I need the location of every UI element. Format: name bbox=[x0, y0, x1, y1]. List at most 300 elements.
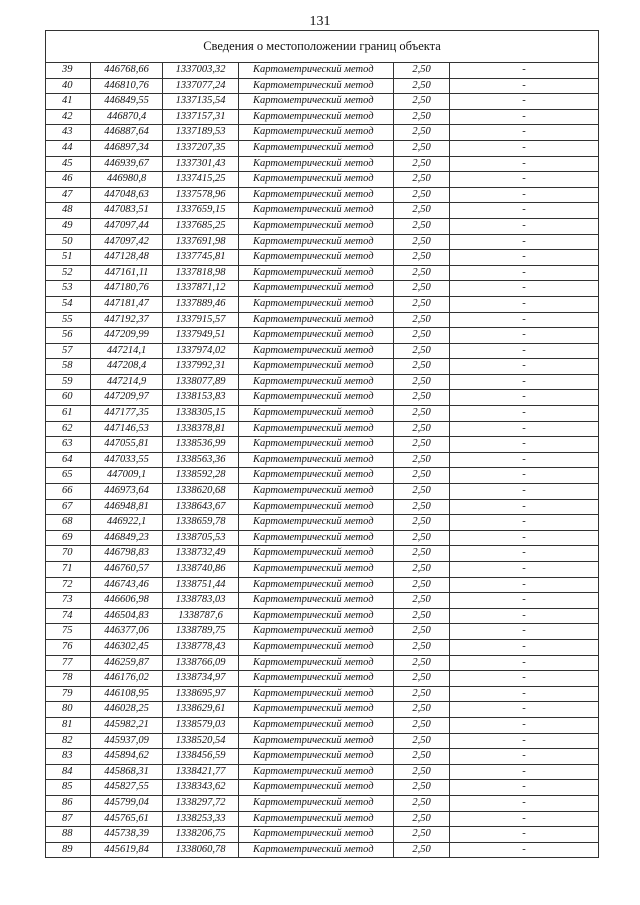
method-cell: Картометрический метод bbox=[239, 203, 394, 219]
method-cell: Картометрический метод bbox=[239, 172, 394, 188]
point-number-cell: 85 bbox=[46, 780, 91, 796]
accuracy-cell: 2,50 bbox=[394, 546, 450, 562]
x-coordinate-cell: 445937,09 bbox=[91, 733, 163, 749]
y-coordinate-cell: 1338787,6 bbox=[163, 608, 239, 624]
table-row bbox=[46, 717, 599, 733]
x-coordinate-cell: 446743,46 bbox=[91, 577, 163, 593]
point-number-cell: 69 bbox=[46, 530, 91, 546]
method-cell: Картометрический метод bbox=[239, 328, 394, 344]
method-cell: Картометрический метод bbox=[239, 140, 394, 156]
method-cell: Картометрический метод bbox=[239, 639, 394, 655]
y-coordinate-cell: 1337135,54 bbox=[163, 94, 239, 110]
point-number-cell: 46 bbox=[46, 172, 91, 188]
description-cell: - bbox=[450, 406, 599, 422]
x-coordinate-cell: 447214,9 bbox=[91, 374, 163, 390]
x-coordinate-cell: 446108,95 bbox=[91, 686, 163, 702]
description-cell: - bbox=[450, 452, 599, 468]
accuracy-cell: 2,50 bbox=[394, 686, 450, 702]
method-cell: Картометрический метод bbox=[239, 359, 394, 375]
accuracy-cell: 2,50 bbox=[394, 343, 450, 359]
description-cell: - bbox=[450, 671, 599, 687]
point-number-cell: 51 bbox=[46, 250, 91, 266]
accuracy-cell: 2,50 bbox=[394, 406, 450, 422]
table-row bbox=[46, 624, 599, 640]
table-row bbox=[46, 530, 599, 546]
x-coordinate-cell: 447128,48 bbox=[91, 250, 163, 266]
y-coordinate-cell: 1338751,44 bbox=[163, 577, 239, 593]
table-row bbox=[46, 281, 599, 297]
accuracy-cell: 2,50 bbox=[394, 671, 450, 687]
x-coordinate-cell: 447097,42 bbox=[91, 234, 163, 250]
y-coordinate-cell: 1337915,57 bbox=[163, 312, 239, 328]
description-cell: - bbox=[450, 702, 599, 718]
y-coordinate-cell: 1338520,54 bbox=[163, 733, 239, 749]
description-cell: - bbox=[450, 187, 599, 203]
description-cell: - bbox=[450, 655, 599, 671]
y-coordinate-cell: 1338732,49 bbox=[163, 546, 239, 562]
description-cell: - bbox=[450, 250, 599, 266]
accuracy-cell: 2,50 bbox=[394, 780, 450, 796]
method-cell: Картометрический метод bbox=[239, 437, 394, 453]
y-coordinate-cell: 1337659,15 bbox=[163, 203, 239, 219]
x-coordinate-cell: 447146,53 bbox=[91, 421, 163, 437]
method-cell: Картометрический метод bbox=[239, 671, 394, 687]
table-row bbox=[46, 702, 599, 718]
y-coordinate-cell: 1337077,24 bbox=[163, 78, 239, 94]
description-cell: - bbox=[450, 811, 599, 827]
point-number-cell: 60 bbox=[46, 390, 91, 406]
y-coordinate-cell: 1338783,03 bbox=[163, 593, 239, 609]
table-row bbox=[46, 359, 599, 375]
point-number-cell: 71 bbox=[46, 562, 91, 578]
accuracy-cell: 2,50 bbox=[394, 842, 450, 858]
accuracy-cell: 2,50 bbox=[394, 811, 450, 827]
y-coordinate-cell: 1337415,25 bbox=[163, 172, 239, 188]
point-number-cell: 78 bbox=[46, 671, 91, 687]
x-coordinate-cell: 447048,63 bbox=[91, 187, 163, 203]
x-coordinate-cell: 446849,55 bbox=[91, 94, 163, 110]
accuracy-cell: 2,50 bbox=[394, 764, 450, 780]
method-cell: Картометрический метод bbox=[239, 312, 394, 328]
table-row bbox=[46, 328, 599, 344]
table-row bbox=[46, 94, 599, 110]
y-coordinate-cell: 1338705,53 bbox=[163, 530, 239, 546]
description-cell: - bbox=[450, 468, 599, 484]
y-coordinate-cell: 1337949,51 bbox=[163, 328, 239, 344]
x-coordinate-cell: 447192,37 bbox=[91, 312, 163, 328]
description-cell: - bbox=[450, 125, 599, 141]
x-coordinate-cell: 446302,45 bbox=[91, 639, 163, 655]
method-cell: Картометрический метод bbox=[239, 468, 394, 484]
y-coordinate-cell: 1338778,43 bbox=[163, 639, 239, 655]
table-row bbox=[46, 78, 599, 94]
point-number-cell: 65 bbox=[46, 468, 91, 484]
description-cell: - bbox=[450, 530, 599, 546]
description-cell: - bbox=[450, 795, 599, 811]
x-coordinate-cell: 446810,76 bbox=[91, 78, 163, 94]
accuracy-cell: 2,50 bbox=[394, 203, 450, 219]
x-coordinate-cell: 447097,44 bbox=[91, 218, 163, 234]
y-coordinate-cell: 1338206,75 bbox=[163, 827, 239, 843]
point-number-cell: 81 bbox=[46, 717, 91, 733]
method-cell: Картометрический метод bbox=[239, 811, 394, 827]
x-coordinate-cell: 446176,02 bbox=[91, 671, 163, 687]
accuracy-cell: 2,50 bbox=[394, 94, 450, 110]
y-coordinate-cell: 1338421,77 bbox=[163, 764, 239, 780]
table-row bbox=[46, 374, 599, 390]
point-number-cell: 79 bbox=[46, 686, 91, 702]
accuracy-cell: 2,50 bbox=[394, 359, 450, 375]
accuracy-cell: 2,50 bbox=[394, 328, 450, 344]
x-coordinate-cell: 447033,55 bbox=[91, 452, 163, 468]
description-cell: - bbox=[450, 172, 599, 188]
description-cell: - bbox=[450, 156, 599, 172]
point-number-cell: 83 bbox=[46, 749, 91, 765]
description-cell: - bbox=[450, 63, 599, 79]
accuracy-cell: 2,50 bbox=[394, 187, 450, 203]
y-coordinate-cell: 1337818,98 bbox=[163, 265, 239, 281]
boundary-coordinates-table bbox=[45, 30, 599, 858]
table-row bbox=[46, 842, 599, 858]
table-row bbox=[46, 795, 599, 811]
point-number-cell: 48 bbox=[46, 203, 91, 219]
x-coordinate-cell: 445894,62 bbox=[91, 749, 163, 765]
accuracy-cell: 2,50 bbox=[394, 484, 450, 500]
method-cell: Картометрический метод bbox=[239, 452, 394, 468]
table-row bbox=[46, 686, 599, 702]
y-coordinate-cell: 1338629,61 bbox=[163, 702, 239, 718]
description-cell: - bbox=[450, 827, 599, 843]
method-cell: Картометрический метод bbox=[239, 780, 394, 796]
point-number-cell: 76 bbox=[46, 639, 91, 655]
y-coordinate-cell: 1337003,32 bbox=[163, 63, 239, 79]
y-coordinate-cell: 1337992,31 bbox=[163, 359, 239, 375]
y-coordinate-cell: 1337207,35 bbox=[163, 140, 239, 156]
description-cell: - bbox=[450, 484, 599, 500]
y-coordinate-cell: 1338253,33 bbox=[163, 811, 239, 827]
table-row bbox=[46, 577, 599, 593]
method-cell: Картометрический метод bbox=[239, 234, 394, 250]
table-row bbox=[46, 343, 599, 359]
table-row bbox=[46, 218, 599, 234]
accuracy-cell: 2,50 bbox=[394, 265, 450, 281]
y-coordinate-cell: 1338305,15 bbox=[163, 406, 239, 422]
accuracy-cell: 2,50 bbox=[394, 639, 450, 655]
table-row bbox=[46, 172, 599, 188]
y-coordinate-cell: 1337691,98 bbox=[163, 234, 239, 250]
method-cell: Картометрический метод bbox=[239, 733, 394, 749]
method-cell: Картометрический метод bbox=[239, 374, 394, 390]
table-row bbox=[46, 515, 599, 531]
y-coordinate-cell: 1337578,96 bbox=[163, 187, 239, 203]
accuracy-cell: 2,50 bbox=[394, 296, 450, 312]
method-cell: Картометрический метод bbox=[239, 125, 394, 141]
point-number-cell: 47 bbox=[46, 187, 91, 203]
method-cell: Картометрический метод bbox=[239, 577, 394, 593]
method-cell: Картометрический метод bbox=[239, 749, 394, 765]
table-row bbox=[46, 390, 599, 406]
accuracy-cell: 2,50 bbox=[394, 234, 450, 250]
point-number-cell: 43 bbox=[46, 125, 91, 141]
accuracy-cell: 2,50 bbox=[394, 63, 450, 79]
y-coordinate-cell: 1338077,89 bbox=[163, 374, 239, 390]
table-row bbox=[46, 250, 599, 266]
point-number-cell: 82 bbox=[46, 733, 91, 749]
x-coordinate-cell: 446870,4 bbox=[91, 109, 163, 125]
y-coordinate-cell: 1338740,86 bbox=[163, 562, 239, 578]
description-cell: - bbox=[450, 499, 599, 515]
point-number-cell: 64 bbox=[46, 452, 91, 468]
accuracy-cell: 2,50 bbox=[394, 125, 450, 141]
table-row bbox=[46, 296, 599, 312]
accuracy-cell: 2,50 bbox=[394, 468, 450, 484]
method-cell: Картометрический метод bbox=[239, 562, 394, 578]
method-cell: Картометрический метод bbox=[239, 608, 394, 624]
point-number-cell: 70 bbox=[46, 546, 91, 562]
description-cell: - bbox=[450, 218, 599, 234]
method-cell: Картометрический метод bbox=[239, 421, 394, 437]
x-coordinate-cell: 446948,81 bbox=[91, 499, 163, 515]
table-title-row bbox=[46, 31, 599, 63]
x-coordinate-cell: 446504,83 bbox=[91, 608, 163, 624]
description-cell: - bbox=[450, 140, 599, 156]
description-cell: - bbox=[450, 515, 599, 531]
point-number-cell: 66 bbox=[46, 484, 91, 500]
method-cell: Картометрический метод bbox=[239, 842, 394, 858]
page-number: 131 bbox=[309, 14, 331, 29]
table-row bbox=[46, 749, 599, 765]
point-number-cell: 62 bbox=[46, 421, 91, 437]
method-cell: Картометрический метод bbox=[239, 764, 394, 780]
method-cell: Картометрический метод bbox=[239, 702, 394, 718]
method-cell: Картометрический метод bbox=[239, 515, 394, 531]
method-cell: Картометрический метод bbox=[239, 827, 394, 843]
table-row bbox=[46, 312, 599, 328]
method-cell: Картометрический метод bbox=[239, 546, 394, 562]
table-body bbox=[46, 31, 599, 858]
method-cell: Картометрический метод bbox=[239, 281, 394, 297]
y-coordinate-cell: 1338620,68 bbox=[163, 484, 239, 500]
accuracy-cell: 2,50 bbox=[394, 109, 450, 125]
point-number-cell: 55 bbox=[46, 312, 91, 328]
description-cell: - bbox=[450, 717, 599, 733]
table-row bbox=[46, 63, 599, 79]
method-cell: Картометрический метод bbox=[239, 593, 394, 609]
method-cell: Картометрический метод bbox=[239, 218, 394, 234]
accuracy-cell: 2,50 bbox=[394, 562, 450, 578]
description-cell: - bbox=[450, 546, 599, 562]
accuracy-cell: 2,50 bbox=[394, 218, 450, 234]
accuracy-cell: 2,50 bbox=[394, 499, 450, 515]
point-number-cell: 61 bbox=[46, 406, 91, 422]
accuracy-cell: 2,50 bbox=[394, 577, 450, 593]
accuracy-cell: 2,50 bbox=[394, 515, 450, 531]
table-row bbox=[46, 187, 599, 203]
accuracy-cell: 2,50 bbox=[394, 827, 450, 843]
point-number-cell: 41 bbox=[46, 94, 91, 110]
description-cell: - bbox=[450, 639, 599, 655]
point-number-cell: 73 bbox=[46, 593, 91, 609]
description-cell: - bbox=[450, 312, 599, 328]
description-cell: - bbox=[450, 764, 599, 780]
table-row bbox=[46, 203, 599, 219]
method-cell: Картометрический метод bbox=[239, 250, 394, 266]
point-number-cell: 56 bbox=[46, 328, 91, 344]
description-cell: - bbox=[450, 577, 599, 593]
description-cell: - bbox=[450, 562, 599, 578]
x-coordinate-cell: 447055,81 bbox=[91, 437, 163, 453]
table-row bbox=[46, 639, 599, 655]
description-cell: - bbox=[450, 328, 599, 344]
y-coordinate-cell: 1338060,78 bbox=[163, 842, 239, 858]
point-number-cell: 50 bbox=[46, 234, 91, 250]
y-coordinate-cell: 1338695,97 bbox=[163, 686, 239, 702]
table-row bbox=[46, 733, 599, 749]
table-row bbox=[46, 265, 599, 281]
x-coordinate-cell: 447209,97 bbox=[91, 390, 163, 406]
table-row bbox=[46, 406, 599, 422]
point-number-cell: 63 bbox=[46, 437, 91, 453]
accuracy-cell: 2,50 bbox=[394, 374, 450, 390]
accuracy-cell: 2,50 bbox=[394, 593, 450, 609]
table-row bbox=[46, 156, 599, 172]
point-number-cell: 49 bbox=[46, 218, 91, 234]
x-coordinate-cell: 447208,4 bbox=[91, 359, 163, 375]
x-coordinate-cell: 447177,35 bbox=[91, 406, 163, 422]
x-coordinate-cell: 446922,1 bbox=[91, 515, 163, 531]
point-number-cell: 45 bbox=[46, 156, 91, 172]
table-row bbox=[46, 140, 599, 156]
description-cell: - bbox=[450, 686, 599, 702]
description-cell: - bbox=[450, 437, 599, 453]
y-coordinate-cell: 1338766,09 bbox=[163, 655, 239, 671]
point-number-cell: 80 bbox=[46, 702, 91, 718]
method-cell: Картометрический метод bbox=[239, 717, 394, 733]
accuracy-cell: 2,50 bbox=[394, 390, 450, 406]
point-number-cell: 77 bbox=[46, 655, 91, 671]
table-row bbox=[46, 608, 599, 624]
y-coordinate-cell: 1338378,81 bbox=[163, 421, 239, 437]
x-coordinate-cell: 446980,8 bbox=[91, 172, 163, 188]
point-number-cell: 68 bbox=[46, 515, 91, 531]
point-number-cell: 44 bbox=[46, 140, 91, 156]
accuracy-cell: 2,50 bbox=[394, 421, 450, 437]
description-cell: - bbox=[450, 234, 599, 250]
x-coordinate-cell: 445738,39 bbox=[91, 827, 163, 843]
method-cell: Картометрический метод bbox=[239, 343, 394, 359]
description-cell: - bbox=[450, 109, 599, 125]
y-coordinate-cell: 1337301,43 bbox=[163, 156, 239, 172]
method-cell: Картометрический метод bbox=[239, 484, 394, 500]
x-coordinate-cell: 445765,61 bbox=[91, 811, 163, 827]
accuracy-cell: 2,50 bbox=[394, 749, 450, 765]
x-coordinate-cell: 446849,23 bbox=[91, 530, 163, 546]
accuracy-cell: 2,50 bbox=[394, 172, 450, 188]
x-coordinate-cell: 446768,66 bbox=[91, 63, 163, 79]
accuracy-cell: 2,50 bbox=[394, 530, 450, 546]
y-coordinate-cell: 1338536,99 bbox=[163, 437, 239, 453]
y-coordinate-cell: 1337889,46 bbox=[163, 296, 239, 312]
description-cell: - bbox=[450, 281, 599, 297]
y-coordinate-cell: 1338456,59 bbox=[163, 749, 239, 765]
point-number-cell: 39 bbox=[46, 63, 91, 79]
method-cell: Картометрический метод bbox=[239, 686, 394, 702]
y-coordinate-cell: 1337974,02 bbox=[163, 343, 239, 359]
accuracy-cell: 2,50 bbox=[394, 140, 450, 156]
accuracy-cell: 2,50 bbox=[394, 795, 450, 811]
description-cell: - bbox=[450, 265, 599, 281]
table-row bbox=[46, 562, 599, 578]
x-coordinate-cell: 446897,34 bbox=[91, 140, 163, 156]
x-coordinate-cell: 447009,1 bbox=[91, 468, 163, 484]
point-number-cell: 75 bbox=[46, 624, 91, 640]
y-coordinate-cell: 1338734,97 bbox=[163, 671, 239, 687]
y-coordinate-cell: 1338659,78 bbox=[163, 515, 239, 531]
method-cell: Картометрический метод bbox=[239, 390, 394, 406]
table-row bbox=[46, 764, 599, 780]
accuracy-cell: 2,50 bbox=[394, 437, 450, 453]
table-row bbox=[46, 780, 599, 796]
x-coordinate-cell: 445827,55 bbox=[91, 780, 163, 796]
x-coordinate-cell: 445799,04 bbox=[91, 795, 163, 811]
y-coordinate-cell: 1337685,25 bbox=[163, 218, 239, 234]
x-coordinate-cell: 446973,64 bbox=[91, 484, 163, 500]
table-row bbox=[46, 125, 599, 141]
point-number-cell: 86 bbox=[46, 795, 91, 811]
description-cell: - bbox=[450, 624, 599, 640]
point-number-cell: 53 bbox=[46, 281, 91, 297]
x-coordinate-cell: 446887,64 bbox=[91, 125, 163, 141]
accuracy-cell: 2,50 bbox=[394, 452, 450, 468]
x-coordinate-cell: 447181,47 bbox=[91, 296, 163, 312]
accuracy-cell: 2,50 bbox=[394, 78, 450, 94]
table-row bbox=[46, 499, 599, 515]
x-coordinate-cell: 445868,31 bbox=[91, 764, 163, 780]
method-cell: Картометрический метод bbox=[239, 499, 394, 515]
point-number-cell: 84 bbox=[46, 764, 91, 780]
description-cell: - bbox=[450, 733, 599, 749]
y-coordinate-cell: 1338343,62 bbox=[163, 780, 239, 796]
x-coordinate-cell: 446939,67 bbox=[91, 156, 163, 172]
x-coordinate-cell: 446028,25 bbox=[91, 702, 163, 718]
point-number-cell: 89 bbox=[46, 842, 91, 858]
method-cell: Картометрический метод bbox=[239, 156, 394, 172]
x-coordinate-cell: 447083,51 bbox=[91, 203, 163, 219]
table-row bbox=[46, 421, 599, 437]
point-number-cell: 72 bbox=[46, 577, 91, 593]
table-row bbox=[46, 655, 599, 671]
method-cell: Картометрический метод bbox=[239, 406, 394, 422]
description-cell: - bbox=[450, 359, 599, 375]
point-number-cell: 88 bbox=[46, 827, 91, 843]
x-coordinate-cell: 446760,57 bbox=[91, 562, 163, 578]
description-cell: - bbox=[450, 421, 599, 437]
point-number-cell: 54 bbox=[46, 296, 91, 312]
point-number-cell: 67 bbox=[46, 499, 91, 515]
point-number-cell: 74 bbox=[46, 608, 91, 624]
x-coordinate-cell: 446259,87 bbox=[91, 655, 163, 671]
y-coordinate-cell: 1337189,53 bbox=[163, 125, 239, 141]
y-coordinate-cell: 1338153,83 bbox=[163, 390, 239, 406]
table-title: Сведения о местоположении границ объекта bbox=[46, 31, 599, 63]
method-cell: Картометрический метод bbox=[239, 795, 394, 811]
y-coordinate-cell: 1338592,28 bbox=[163, 468, 239, 484]
x-coordinate-cell: 446798,83 bbox=[91, 546, 163, 562]
accuracy-cell: 2,50 bbox=[394, 608, 450, 624]
table-row bbox=[46, 109, 599, 125]
description-cell: - bbox=[450, 94, 599, 110]
method-cell: Картометрический метод bbox=[239, 187, 394, 203]
